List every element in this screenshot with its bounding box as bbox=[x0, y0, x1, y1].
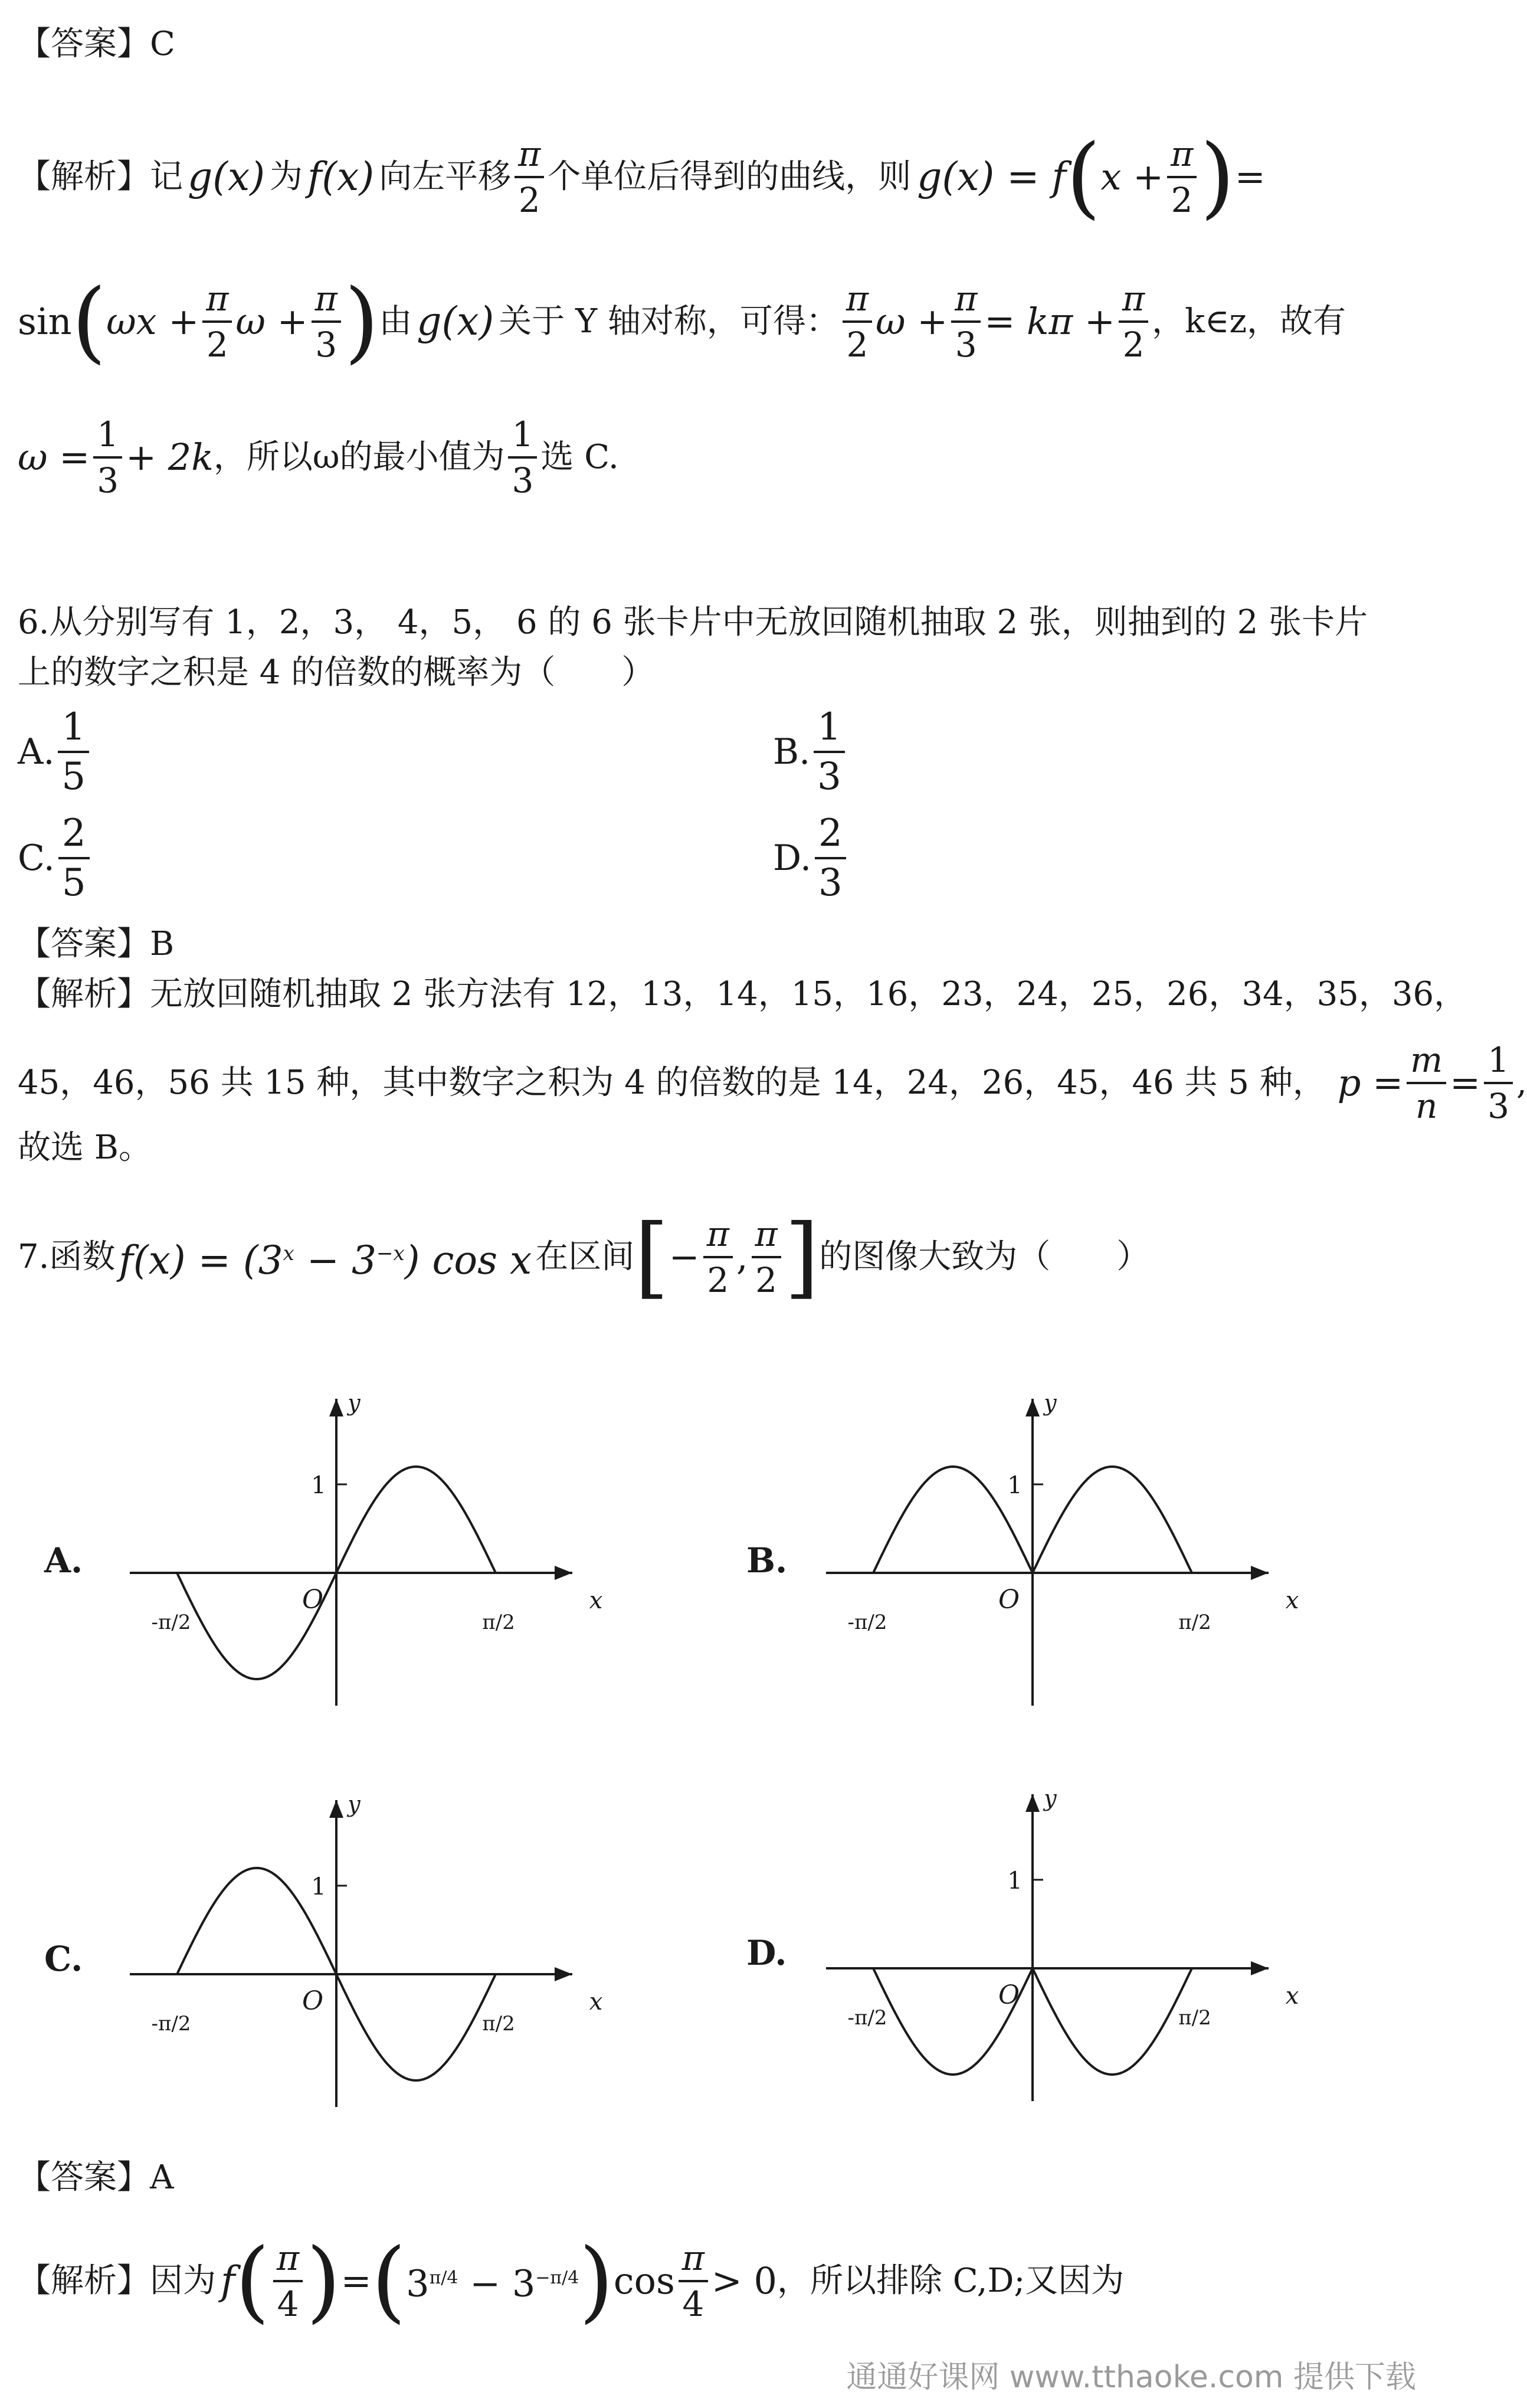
q5-sol-text-d: 个单位后得到的曲线，则 bbox=[548, 158, 912, 196]
x-tick-right-label: π/2 bbox=[1178, 1611, 1211, 1634]
q6-option-b: B. $\frac{1}{3}$ bbox=[773, 708, 848, 796]
origin-label: O bbox=[998, 1980, 1020, 2010]
y-tick-label: 1 bbox=[1007, 1867, 1023, 1895]
q6-stem-line1: 6.从分别写有 1，2，3， 4，5， 6 的 6 张卡片中无放回随机抽取 2 张，则抽到的 2 张卡片 bbox=[18, 603, 1368, 642]
origin-label: O bbox=[302, 1585, 324, 1615]
y-tick-label: 1 bbox=[311, 1873, 326, 1900]
q7-answer: 【答案】A bbox=[18, 2158, 174, 2197]
y-axis-label: y bbox=[1044, 1390, 1057, 1416]
graph-b bbox=[814, 1375, 1345, 1729]
q5-solution-line1: 【解析】记 g(x) 为 f(x) 向左平移 $\frac{\pi}{2}$ 个单位后得到的曲线，则 g(x) = f ( x + $\frac{\pi}{2}$ ) = bbox=[18, 125, 1266, 228]
graph-d bbox=[814, 1771, 1345, 2125]
q5-sol-text-b: 为 bbox=[269, 158, 303, 196]
q7-solution: 【解析】因为 f ( $\frac{\pi}{4}$ ) = ( $3^{\pi/4} - 3^{-\pi/4}$ ) cos $\frac{\pi}{4}$ > 0 ，所以排除 C,D;又因为 bbox=[18, 2229, 1125, 2332]
x-tick-left-label: -π/2 bbox=[151, 2012, 191, 2036]
q6-option-a: A. $\frac{1}{5}$ bbox=[18, 708, 93, 796]
q7-stem: 7.函数 $f(x) = (3^x - 3^{-x})$ cos x 在区间 [ − $\frac{\pi}{2}$ , $\frac{\pi}{2}$ ] 的图像大致为（ ） bbox=[18, 1205, 1150, 1308]
q6-stem-line2: 上的数字之积是 4 的倍数的概率为（ ） bbox=[18, 653, 655, 692]
q5-sol2-text-c: ，k∈z，故有 bbox=[1152, 302, 1346, 341]
q6-solution-line3: 故选 B。 bbox=[18, 1128, 152, 1167]
x-axis-arrow bbox=[555, 1967, 572, 1981]
x-tick-right-label: π/2 bbox=[482, 1611, 515, 1634]
q5-sol-text-c: 向左平移 bbox=[379, 158, 512, 196]
x-axis-label: x bbox=[589, 1587, 603, 1614]
q5-formula-gx-eq: g(x) = f bbox=[917, 154, 1066, 199]
q5-formula-g: g(x) bbox=[188, 154, 265, 199]
q6-option-d: D. $\frac{2}{3}$ bbox=[773, 814, 850, 902]
graph-d-label: D. bbox=[746, 1933, 787, 1973]
x-axis-arrow bbox=[1251, 1566, 1269, 1580]
q6-solution-line1: 【解析】无放回随机抽取 2 张方法有 12，13，14，15，16，23，24，25，26，34，35，36， bbox=[18, 975, 1467, 1013]
x-tick-left-label: -π/2 bbox=[847, 2006, 887, 2030]
q5-answer: 【答案】C bbox=[18, 25, 175, 63]
q5-sol2-text-b: 关于 Y 轴对称，可得： bbox=[499, 302, 839, 341]
y-axis-arrow bbox=[329, 1800, 343, 1818]
q5-sol-text-a: 【解析】记 bbox=[18, 158, 183, 196]
x-axis-arrow bbox=[1251, 1961, 1269, 1975]
x-axis-arrow bbox=[555, 1566, 572, 1580]
y-axis-label: y bbox=[1044, 1785, 1057, 1811]
x-axis-label: x bbox=[1285, 1982, 1299, 2010]
q5-solution-line2: sin ( ωx + $\frac{\pi}{2}$ ω + $\frac{\pi}{3}$ ) 由 g(x) 关于 Y 轴对称，可得： $\frac{\pi}{2}$ ω + $\frac{\pi}{3}$ = kπ + $\frac{\pi}{2}$ ，k∈z，故有 bbox=[18, 270, 1346, 373]
y-tick-label: 1 bbox=[1007, 1472, 1023, 1499]
q6-answer: 【答案】B bbox=[18, 925, 175, 963]
x-tick-right-label: π/2 bbox=[482, 2012, 515, 2036]
q5-fraction-pi-2: $\frac{\pi}{2}$ bbox=[515, 137, 544, 217]
x-tick-right-label: π/2 bbox=[1178, 2006, 1211, 2030]
q5-sol3-text-a: ，所以ω的最小值为 bbox=[213, 438, 505, 476]
q6-option-c: C. $\frac{2}{5}$ bbox=[18, 814, 93, 902]
q5-sol2-text-a: 由 bbox=[379, 302, 412, 341]
graph-b-label: B. bbox=[746, 1540, 788, 1581]
origin-label: O bbox=[302, 1986, 324, 2016]
graph-a-label: A. bbox=[44, 1540, 83, 1581]
q6-solution-line2: 45，46，56 共 15 种，其中数字之积为 4 的倍数的是 14，24，26，45，46 共 5 种， p = $\frac{m}{n}$ = $\frac{1}{3}$ , bbox=[18, 1040, 1527, 1126]
y-axis-label: y bbox=[348, 1791, 361, 1817]
y-axis-label: y bbox=[348, 1390, 361, 1416]
y-axis-arrow bbox=[1025, 1794, 1040, 1812]
origin-label: O bbox=[998, 1585, 1020, 1615]
y-axis-arrow bbox=[1025, 1399, 1040, 1416]
q5-formula-f: f(x) bbox=[307, 154, 375, 199]
q5-sol3-text-b: 选 C. bbox=[540, 438, 619, 476]
y-axis-arrow bbox=[329, 1399, 343, 1416]
watermark: 通通好课网 www.tthaoke.com 提供下载 bbox=[846, 2360, 1416, 2395]
graph-c-label: C. bbox=[44, 1939, 83, 1979]
graph-a bbox=[118, 1375, 649, 1729]
graph-c bbox=[118, 1776, 649, 2131]
x-tick-left-label: -π/2 bbox=[151, 1611, 191, 1634]
x-axis-label: x bbox=[589, 1988, 603, 2016]
y-tick-label: 1 bbox=[311, 1472, 326, 1499]
x-tick-left-label: -π/2 bbox=[847, 1611, 887, 1634]
q5-solution-line3: ω = $\frac{1}{3}$ + 2k ，所以ω的最小值为 $\frac{1}{3}$ 选 C. bbox=[18, 414, 619, 500]
x-axis-label: x bbox=[1285, 1587, 1299, 1614]
